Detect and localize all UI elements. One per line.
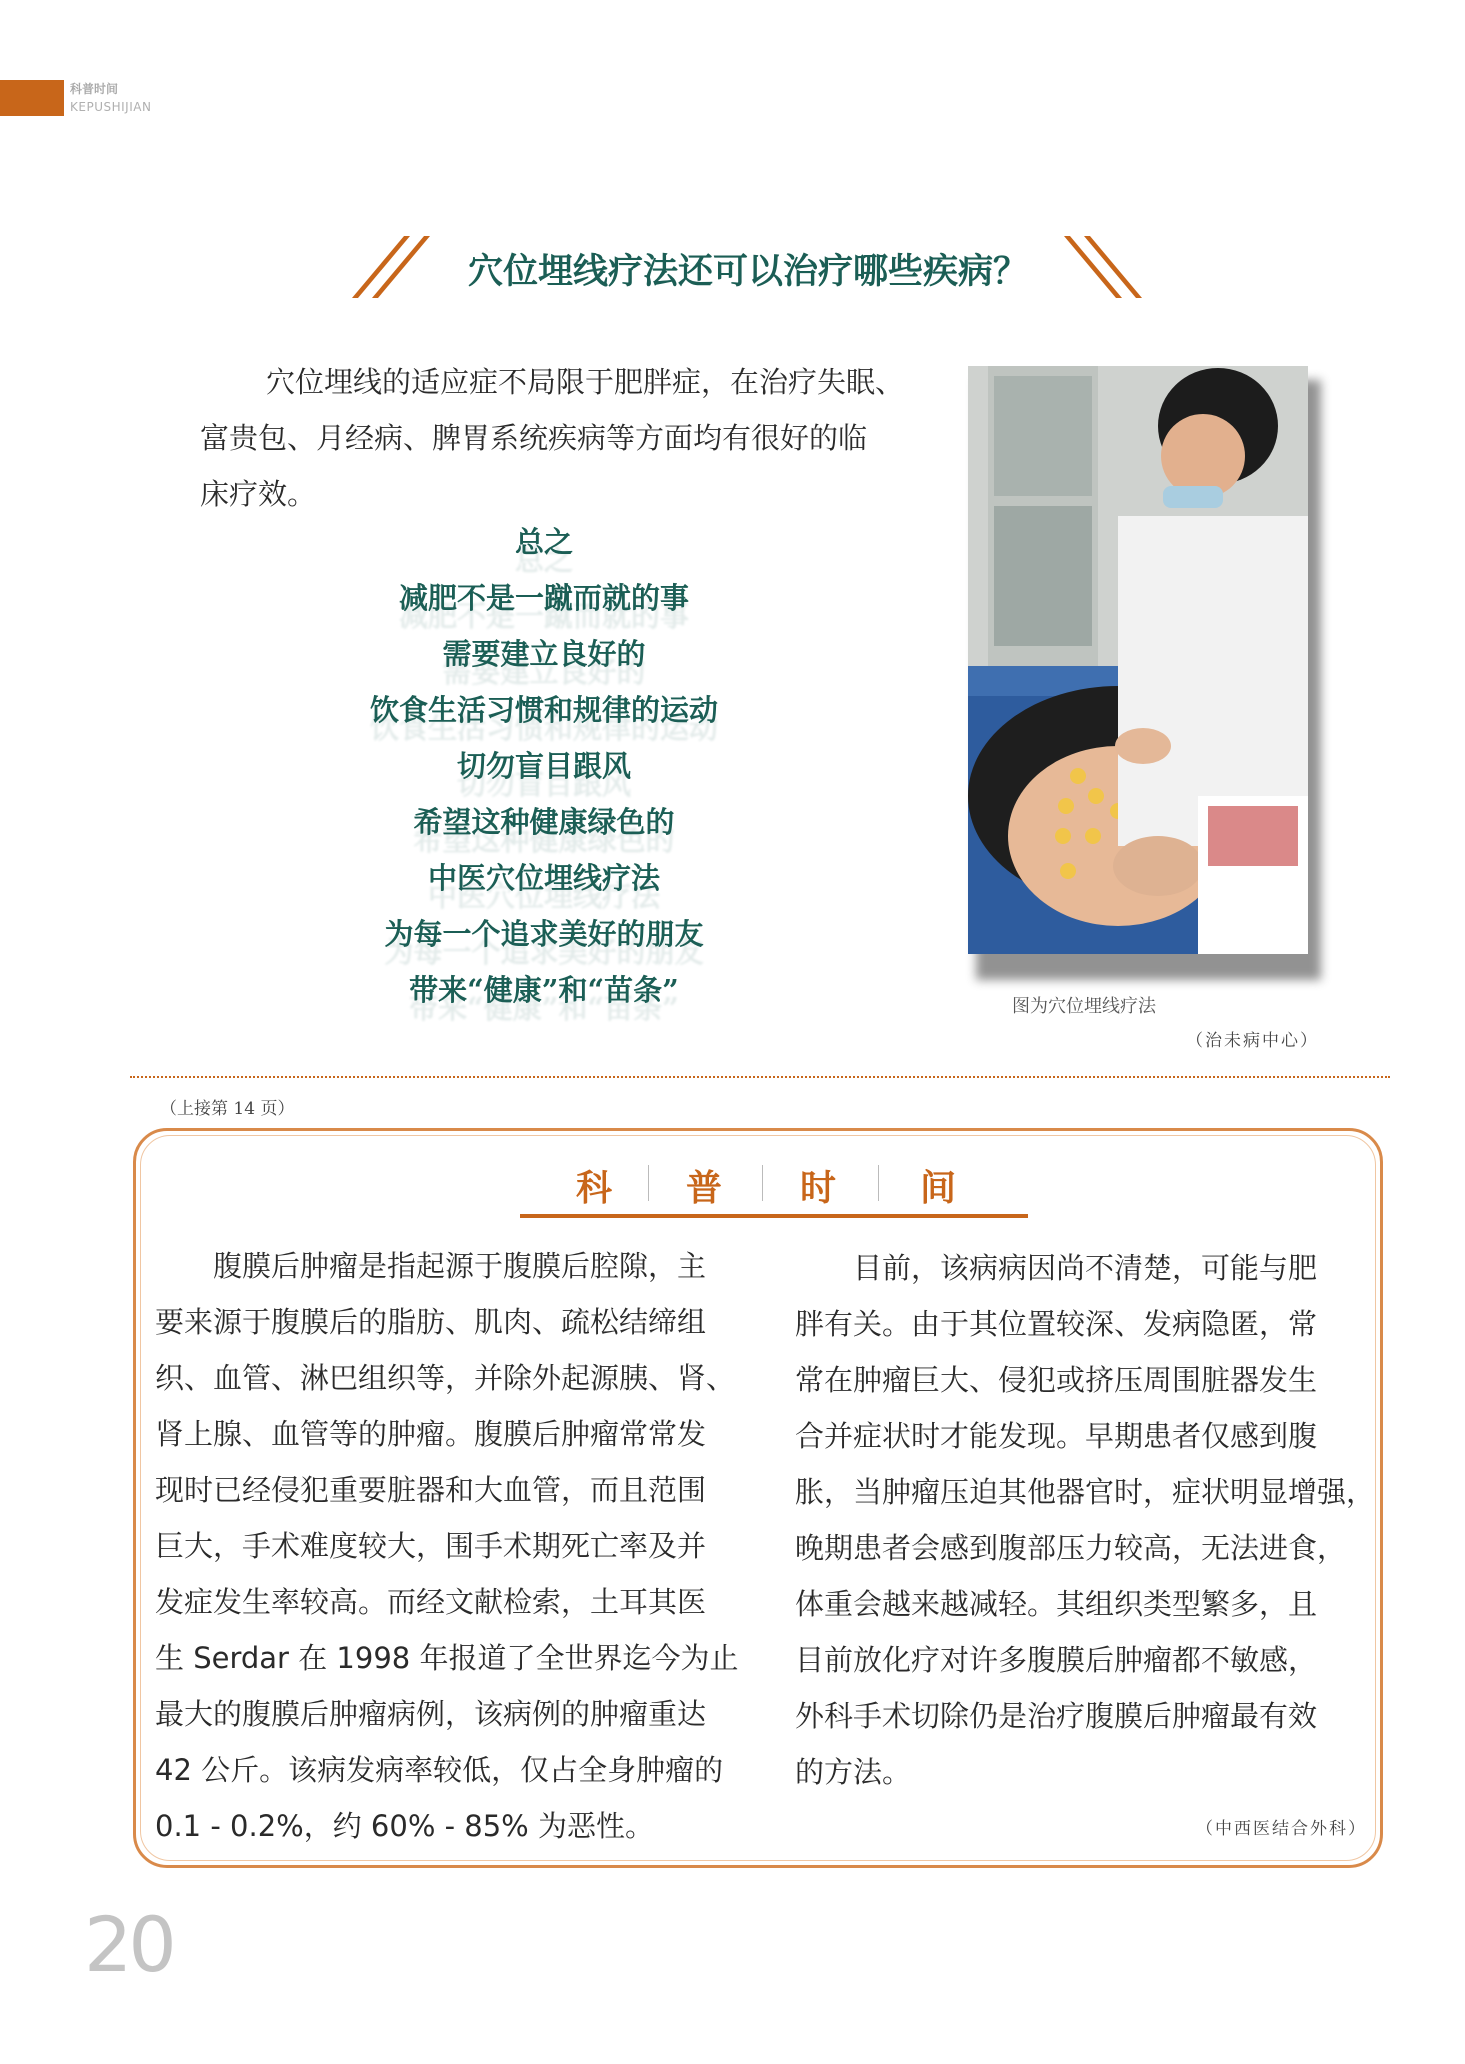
- poem-line: 中医穴位埋线疗法: [427, 861, 660, 895]
- poem-line: 需要建立良好的: [442, 637, 646, 671]
- section-tab-bar: [0, 80, 64, 116]
- poem-line: 减肥不是一蹴而就的事: [398, 581, 689, 615]
- box-credit: （中西医结合外科）: [1196, 1819, 1367, 1839]
- text-line: 常在肿瘤巨大、侵犯或挤压周围脏器发生: [795, 1363, 1318, 1397]
- box-title-char: 科: [576, 1167, 613, 1209]
- text-line: 腹膜后肿瘤是指起源于腹膜后腔隙，主: [155, 1249, 707, 1283]
- intro-line: 穴位埋线的适应症不局限于肥胖症，在治疗失眠、: [266, 365, 905, 399]
- photo-caption: 图为穴位埋线疗法: [1012, 996, 1156, 1017]
- intro-line: 床疗效。: [200, 477, 317, 511]
- dotted-divider: [130, 1076, 1390, 1078]
- text-line: 外科手术切除仍是治疗腹膜后肿瘤最有效: [795, 1699, 1318, 1733]
- text-line: 生 Serdar 在 1998 年报道了全世界迄今为止: [155, 1641, 739, 1675]
- text-line: 肾上腺、血管等的肿瘤。腹膜后肿瘤常常发: [155, 1417, 707, 1451]
- text-line: 发症发生率较高。而经文献检索，土耳其医: [155, 1585, 707, 1619]
- poem-line: 为每一个追求美好的朋友: [384, 917, 704, 951]
- section-label-en: KEPUSHIJIAN: [70, 100, 152, 114]
- box-title-separator: [878, 1165, 879, 1201]
- text-line: 目前，该病病因尚不清楚，可能与肥: [795, 1251, 1318, 1285]
- right-column-text: [795, 1240, 1375, 1800]
- text-line: 42 公斤。该病发病率较低，仅占全身肿瘤的: [155, 1753, 724, 1787]
- text-line: 巨大，手术难度较大，围手术期死亡率及并: [155, 1529, 707, 1563]
- article-photo: [968, 366, 1308, 954]
- poem-line: 带来“健康”和“苗条”: [409, 973, 679, 1007]
- page-number: 20: [84, 1900, 173, 1989]
- text-line: 0.1 - 0.2%，约 60% - 85% 为恶性。: [155, 1809, 654, 1843]
- text-line: 合并症状时才能发现。早期患者仅感到腹: [795, 1419, 1318, 1453]
- article-credit: （治未病中心）: [1186, 1031, 1319, 1051]
- box-title-separator: [762, 1165, 763, 1201]
- text-line: 晚期患者会感到腹部压力较高，无法进食，: [795, 1531, 1347, 1565]
- text-line: 织、血管、淋巴组织等，并除外起源胰、肾、: [155, 1361, 736, 1395]
- left-column-text: [155, 1238, 738, 1854]
- intro-line: 富贵包、月经病、脾胃系统疾病等方面均有很好的临: [200, 421, 868, 455]
- poem-line: 总之: [514, 525, 573, 559]
- text-line: 胀，当肿瘤压迫其他器官时，症状明显增强，: [795, 1475, 1376, 1509]
- box-title-char: 时: [800, 1167, 837, 1209]
- text-line: 体重会越来越减轻。其组织类型繁多，且: [795, 1587, 1318, 1621]
- poem-line: 切勿盲目跟风: [456, 749, 631, 783]
- text-line: 的方法。: [795, 1755, 912, 1789]
- text-line: 要来源于腹膜后的脂肪、肌肉、疏松结缔组: [155, 1305, 707, 1339]
- text-line: 最大的腹膜后肿瘤病例，该病例的肿瘤重达: [155, 1697, 707, 1731]
- article-heading: 穴位埋线疗法还可以治疗哪些疾病？: [467, 251, 1028, 292]
- text-line: 目前放化疗对许多腹膜后肿瘤都不敏感，: [795, 1643, 1318, 1677]
- poem-line: 希望这种健康绿色的: [413, 805, 675, 839]
- poem-line: 饮食生活习惯和规律的运动: [369, 693, 718, 727]
- box-title-separator: [648, 1165, 649, 1201]
- box-title-char: 普: [686, 1167, 723, 1209]
- text-line: 胖有关。由于其位置较深、发病隐匿，常: [795, 1307, 1318, 1341]
- section-label: 科普时间: [70, 82, 119, 96]
- box-title-underline: [520, 1214, 1028, 1218]
- text-line: 现时已经侵犯重要脏器和大血管，而且范围: [155, 1473, 707, 1507]
- box-title-char: 间: [920, 1167, 957, 1209]
- continuation-note: （上接第 14 页）: [160, 1099, 295, 1119]
